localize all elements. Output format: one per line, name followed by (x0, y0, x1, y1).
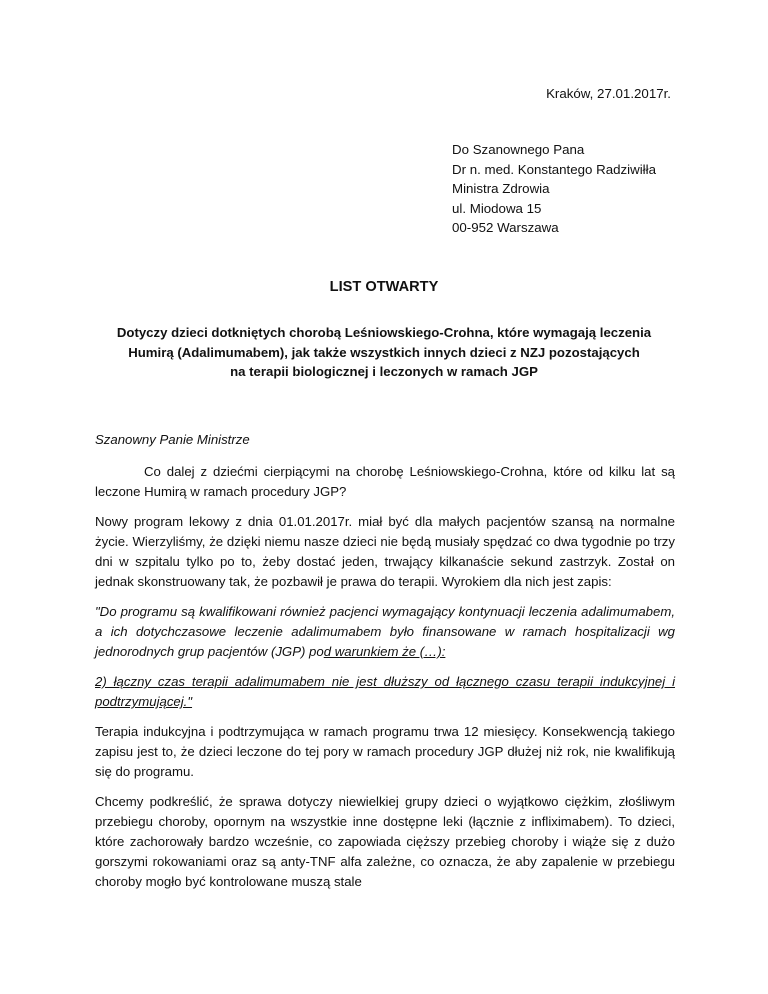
address-line-4: ul. Miodowa 15 (452, 200, 542, 216)
subject-line-2: Humirą (Adalimumabem), jak także wszystkich innych dzieci z NZJ pozostających (128, 344, 640, 360)
quote-1 (95, 602, 675, 662)
quote-1-text: "Do programu są kwalifikowani również pacjenci wymagający kontynuacji leczenia adalimumabem, a ich dotychczasowe leczenie adalimumabem było finansowane w ramach hospitalizacji wg jednorodnych grup pacjentów (JGP) po (95, 604, 675, 659)
recipient-address (452, 140, 656, 238)
address-line-2: Dr n. med. Konstantego Radziwiłła (452, 161, 656, 177)
address-line-1: Do Szanownego Pana (452, 142, 585, 157)
greeting: Szanowny Panie Ministrze (95, 432, 250, 447)
paragraph-4: Chcemy podkreślić, że sprawa dotyczy niewielkiej grupy dzieci o wyjątkowo ciężkim, złośliwym przebiegu choroby, opornym na wszystkie inne dostępne leki (łącznie z infliximabem). To dzieci, które zachorowały bardzo wcześnie, co zapowiada cięższy przebieg choroby i wiąże się z dużo gorszymi rokowaniami oraz są anty-TNF alfa zależne, co oznacza, że aby zapalenie w przebiegu choroby mogło być kontrolowane muszą stale (95, 794, 675, 889)
letter-title: LIST OTWARTY (329, 279, 439, 295)
address-line-3: Ministra Zdrowia (452, 181, 550, 197)
letter-subject (95, 323, 673, 382)
paragraph-1: Co dalej z dziećmi cierpiącymi na chorobę Leśniowskiego-Crohna, które od kilku lat są leczone Humirą w ramach procedury JGP? (95, 464, 675, 499)
quote-2: 2) łączny czas terapii adalimumabem nie jest dłuższy od łącznego czasu terapii indukcyjnej i podtrzymującej." (95, 674, 675, 709)
address-line-5: 00-952 Warszawa (452, 220, 559, 236)
quote-1-underlined: d warunkiem że (…): (323, 644, 446, 659)
date-line: Kraków, 27.01.2017r. (546, 86, 671, 101)
subject-line-3: na terapii biologicznej i leczonych w ramach JGP (230, 364, 538, 379)
subject-line-1: Dotyczy dzieci dotkniętych chorobą Leśniowskiego-Crohna, które wymagają leczenia (116, 325, 652, 340)
paragraph-2: Nowy program lekowy z dnia 01.01.2017r. miał być dla małych pacjentów szansą na normalne życie. Wierzyliśmy, że dzięki niemu nasze dzieci nie będą musiały spędzać co dwa tygodnie po trzy dni w szpitalu tylko po to, żeby dostać jeden, trwający kilkanaście sekund zastrzyk. Został on jednak skonstruowany tak, że pozbawił je prawa do terapii. Wyrokiem dla nich jest zapis: (95, 514, 675, 589)
paragraph-3: Terapia indukcyjna i podtrzymująca w ramach programu trwa 12 miesięcy. Konsekwencją takiego zapisu jest to, że dzieci leczone do tej pory w ramach procedury JGP dłużej niż rok, nie kwalifikują się do programu. (95, 724, 675, 779)
letter-body (95, 430, 675, 902)
